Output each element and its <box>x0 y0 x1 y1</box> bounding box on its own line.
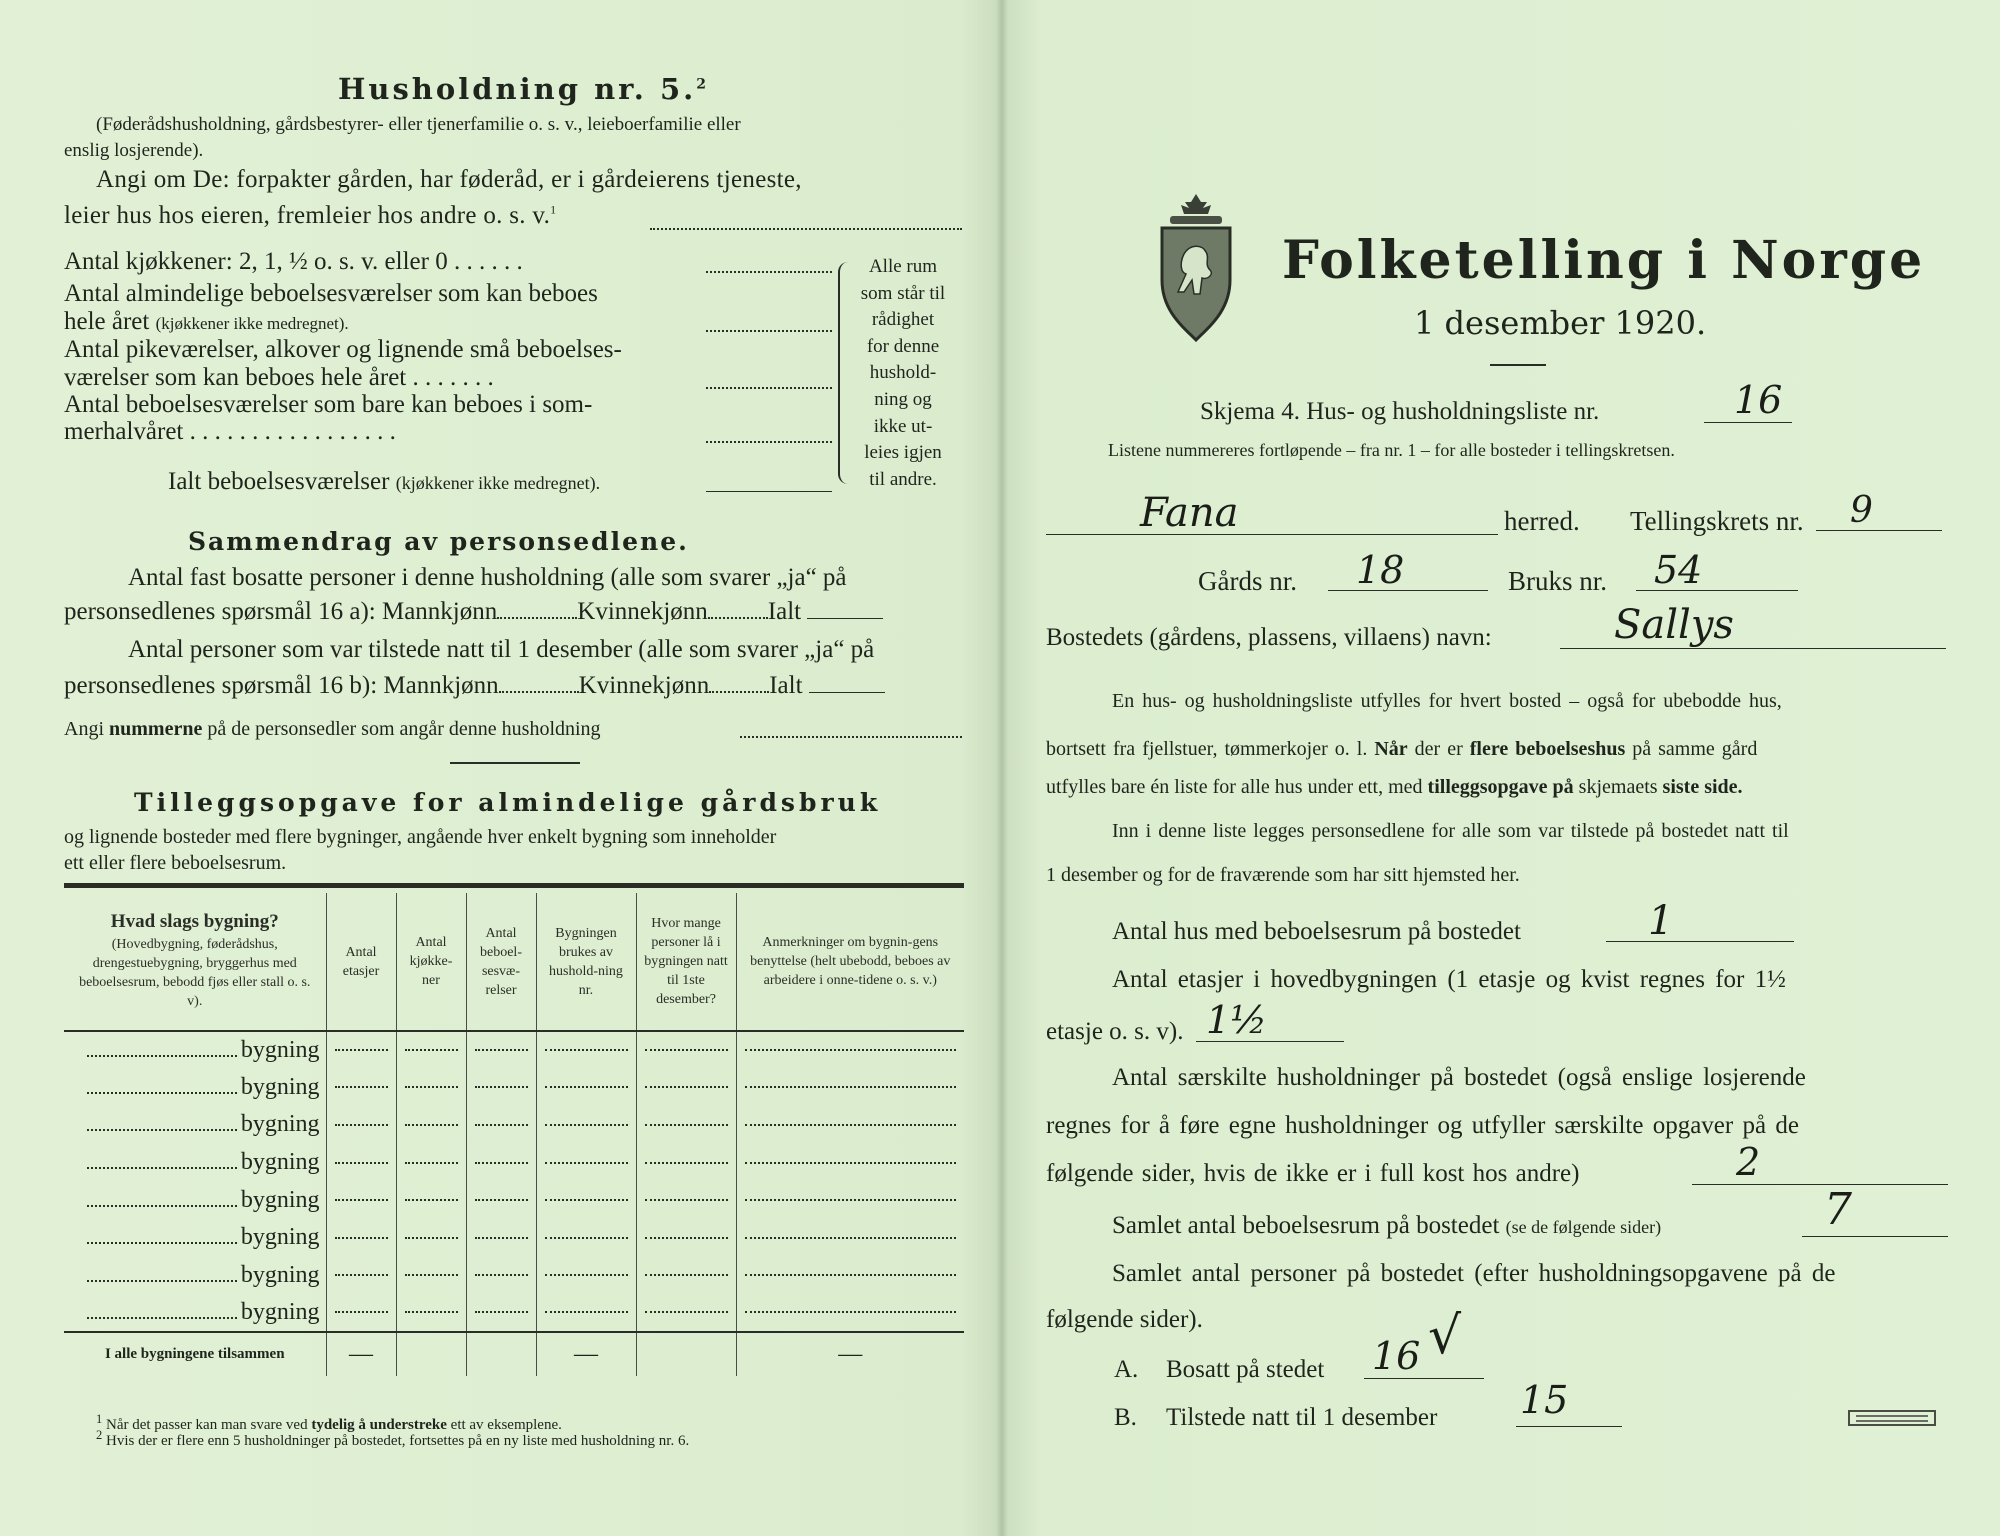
table-cell[interactable] <box>326 1144 396 1182</box>
instruction-5: 1 desember og for de fraværende som har sitt hjemsted her. <box>1046 864 1520 886</box>
table-cell[interactable] <box>736 1031 964 1069</box>
cell-blank[interactable] <box>545 1274 628 1276</box>
cell-blank[interactable] <box>645 1049 728 1051</box>
table-cell[interactable] <box>326 1219 396 1257</box>
table-row <box>64 1069 964 1107</box>
page-fold <box>996 0 1008 1536</box>
table-row <box>64 1106 964 1144</box>
household-title: Husholdning nr. 5.$^2$ <box>338 72 710 106</box>
cell-blank[interactable] <box>745 1274 957 1276</box>
floors-line-1: Antal etasjer i hovedbygningen (1 etasje og kvist regnes for 1½ <box>1112 966 1786 993</box>
side-note-line: til andre. <box>869 468 937 490</box>
side-note <box>848 254 958 493</box>
side-note-line: for denne <box>866 335 940 357</box>
building-type-cell[interactable] <box>64 1219 326 1257</box>
table-top-rule <box>64 883 964 888</box>
schema-line: Skjema 4. Hus- og husholdningsliste nr. <box>1200 398 1600 425</box>
cell-blank[interactable] <box>645 1237 728 1239</box>
cell-blank[interactable] <box>335 1049 388 1051</box>
cell-blank[interactable] <box>475 1162 528 1164</box>
total-dash: — <box>326 1332 396 1376</box>
table-cell[interactable] <box>536 1219 636 1257</box>
building-label: bygning <box>240 1149 320 1176</box>
household-subtitle-2: enslig losjerende). <box>64 140 204 161</box>
total-row <box>64 1332 964 1376</box>
households-value: 2 <box>1736 1140 1761 1184</box>
supplement-line-2: ett eller flere beboelsesrum. <box>64 852 287 874</box>
households-line-3: følgende sider, hvis de ikke er i full kost hos andre) <box>1046 1160 1580 1187</box>
farm-number-value: 18 <box>1356 548 1405 592</box>
side-note-line: Alle rum <box>868 256 938 277</box>
table-cell[interactable] <box>536 1106 636 1144</box>
printer-stamp <box>1848 1410 1936 1426</box>
cell-blank[interactable] <box>475 1199 528 1201</box>
table-row <box>64 1181 964 1219</box>
households-field[interactable] <box>1692 1184 1948 1185</box>
total-cell <box>466 1332 536 1376</box>
farm-number-label: Gårds nr. <box>1198 566 1297 596</box>
cell-blank[interactable] <box>545 1311 628 1313</box>
table-cell[interactable] <box>636 1257 736 1295</box>
table-cell[interactable] <box>396 1219 466 1257</box>
building-label: bygning <box>240 1186 320 1213</box>
building-label: bygning <box>240 1224 320 1251</box>
side-note-line: rådighet <box>871 309 935 331</box>
table-cell[interactable] <box>636 1181 736 1219</box>
small-rooms-label-b: værelser som kan beboes hele året . . . . . . . <box>64 364 494 391</box>
table-cell[interactable] <box>396 1181 466 1219</box>
side-note-line: ning og <box>874 388 932 410</box>
table-cell[interactable] <box>536 1294 636 1332</box>
side-note-line: hushold- <box>869 362 937 384</box>
cell-blank[interactable] <box>335 1237 388 1239</box>
table-row <box>64 1294 964 1332</box>
numbers-field[interactable] <box>740 736 962 738</box>
total-rooms-label: Ialt beboelsesværelser (kjøkkener ikke medregnet). <box>168 468 601 495</box>
cell-blank[interactable] <box>545 1124 628 1126</box>
summer-rooms-field[interactable] <box>706 441 832 443</box>
cell-blank[interactable] <box>645 1199 728 1201</box>
cell-blank[interactable] <box>745 1162 957 1164</box>
table-cell[interactable] <box>466 1294 536 1332</box>
building-type-blank[interactable] <box>87 1205 237 1207</box>
summary-title: Sammendrag av personsedlene. <box>188 527 689 556</box>
table-cell[interactable] <box>636 1144 736 1182</box>
table-cell[interactable] <box>536 1069 636 1107</box>
table-row <box>64 1257 964 1295</box>
col-household: Bygningen brukes av hushold-ning nr. <box>536 893 636 1031</box>
cell-blank[interactable] <box>335 1124 388 1126</box>
instruction-2: bortsett fra fjellstuer, tømmerkojer o. l. Når der er flere beboelseshus på samme gård <box>1046 738 1758 760</box>
district-field[interactable] <box>1816 530 1942 531</box>
cell-blank[interactable] <box>405 1199 458 1201</box>
table-cell[interactable] <box>536 1181 636 1219</box>
table-cell[interactable] <box>396 1144 466 1182</box>
table-cell[interactable] <box>326 1257 396 1295</box>
table-cell[interactable] <box>536 1031 636 1069</box>
building-type-cell[interactable] <box>64 1144 326 1182</box>
cell-blank[interactable] <box>545 1162 628 1164</box>
total-rooms-right-label: Samlet antal beboelsesrum på bostedet (se de følgende sider) <box>1112 1212 1662 1239</box>
col-rooms: Antal beboel-sesvæ-relser <box>466 893 536 1031</box>
cell-blank[interactable] <box>405 1274 458 1276</box>
household-subtitle-1: (Føderådshusholdning, gårdsbestyrer- eller tjenerfamilie o. s. v., leieboerfamilie eller <box>96 114 741 135</box>
numbering-note: Listene nummereres fortløpende – fra nr. 1 – for alle bosteder i tellingskretsen. <box>1108 440 1675 460</box>
building-type-blank[interactable] <box>87 1167 237 1169</box>
building-label: bygning <box>240 1261 320 1288</box>
table-cell[interactable] <box>636 1219 736 1257</box>
cell-blank[interactable] <box>545 1049 628 1051</box>
building-type-cell[interactable] <box>64 1069 326 1107</box>
cell-blank[interactable] <box>405 1237 458 1239</box>
farm-number-field[interactable] <box>1328 590 1488 591</box>
table-cell[interactable] <box>396 1257 466 1295</box>
cell-blank[interactable] <box>335 1086 388 1088</box>
floors-line-2: etasje o. s. v). <box>1046 1018 1184 1045</box>
list-number-field[interactable] <box>1704 422 1792 423</box>
cell-blank[interactable] <box>745 1049 957 1051</box>
building-type-blank[interactable] <box>87 1129 237 1131</box>
cell-blank[interactable] <box>745 1199 957 1201</box>
cell-blank[interactable] <box>745 1311 957 1313</box>
instruction-1: En hus- og husholdningsliste utfylles for hvert bosted – også for ubebodde hus, <box>1112 690 1782 712</box>
divider <box>450 762 580 764</box>
list-number-value: 16 <box>1734 378 1783 422</box>
cell-blank[interactable] <box>545 1086 628 1088</box>
building-type-cell[interactable] <box>64 1031 326 1069</box>
total-rooms-field[interactable] <box>706 491 832 492</box>
cell-blank[interactable] <box>475 1086 528 1088</box>
houses-value: 1 <box>1648 898 1674 944</box>
summary-line-4: personsedlenes spørsmål 16 b): Mannkjønn Kvinnekjønn Ialt <box>64 672 885 700</box>
cell-blank[interactable] <box>475 1237 528 1239</box>
summary-line-1: Antal fast bosatte personer i denne husholdning (alle som svarer „ja“ på <box>128 564 847 591</box>
district-value: 9 <box>1850 490 1873 531</box>
households-line-1: Antal særskilte husholdninger på bostedet (også enslige losjerende <box>1112 1064 1806 1091</box>
building-type-cell[interactable] <box>64 1106 326 1144</box>
place-name-value: Sallys <box>1614 602 1734 648</box>
cell-blank[interactable] <box>475 1124 528 1126</box>
total-rooms-right-value: 7 <box>1824 1184 1852 1235</box>
table-cell[interactable] <box>636 1294 736 1332</box>
building-type-blank[interactable] <box>87 1092 237 1094</box>
cell-blank[interactable] <box>475 1274 528 1276</box>
table-cell[interactable] <box>736 1294 964 1332</box>
table-cell[interactable] <box>466 1144 536 1182</box>
angi-answer-line[interactable] <box>650 228 962 230</box>
present-letter: B. <box>1114 1404 1137 1431</box>
table-cell[interactable] <box>326 1181 396 1219</box>
rooms-field[interactable] <box>706 330 832 332</box>
buildings-table <box>64 893 964 1376</box>
houses-field[interactable] <box>1606 941 1794 942</box>
summer-rooms-label-a: Antal beboelsesværelser som bare kan beboes i som- <box>64 391 593 418</box>
table-cell[interactable] <box>466 1106 536 1144</box>
building-label: bygning <box>240 1111 320 1138</box>
cell-blank[interactable] <box>745 1237 957 1239</box>
instruction-3: utfylles bare én liste for alle hus under ett, med tilleggsopgave på skjemaets siste side. <box>1046 776 1743 798</box>
summary-line-5: Angi nummerne på de personsedler som angår denne husholdning <box>64 718 601 740</box>
cell-blank[interactable] <box>335 1311 388 1313</box>
cell-blank[interactable] <box>545 1237 628 1239</box>
total-label: I alle bygningene tilsammen <box>64 1332 326 1376</box>
total-cell <box>636 1332 736 1376</box>
table-cell[interactable] <box>396 1106 466 1144</box>
persons-line-2: følgende sider). <box>1046 1306 1203 1333</box>
cell-blank[interactable] <box>645 1124 728 1126</box>
table-row <box>64 1144 964 1182</box>
col-remarks: Anmerkninger om bygnin-gens benyttelse (helt ubebodd, beboes av arbeidere i onne-tidene o. s. v.) <box>736 893 964 1031</box>
building-type-blank[interactable] <box>87 1280 237 1282</box>
rooms-label-a: Antal almindelige beboelsesværelser som kan beboes <box>64 280 598 307</box>
building-type-blank[interactable] <box>87 1242 237 1244</box>
table-cell[interactable] <box>636 1069 736 1107</box>
total-cell <box>396 1332 466 1376</box>
place-name-label: Bostedets (gårdens, plassens, villaens) navn: <box>1046 624 1492 651</box>
col-persons: Hvor mange personer lå i bygningen natt til 1ste desember? <box>636 893 736 1031</box>
col-floors: Antal etasjer <box>326 893 396 1031</box>
table-cell[interactable] <box>736 1106 964 1144</box>
kitchens-label: Antal kjøkkener: 2, 1, ½ o. s. v. eller 0 . . . . . . <box>64 248 523 275</box>
resident-letter: A. <box>1114 1356 1139 1383</box>
floors-value: 1½ <box>1206 998 1268 1042</box>
cell-blank[interactable] <box>405 1311 458 1313</box>
resident-value: 16 <box>1372 1334 1421 1378</box>
table-cell[interactable] <box>326 1294 396 1332</box>
building-type-cell[interactable] <box>64 1257 326 1295</box>
instruction-4: Inn i denne liste legges personsedlene for alle som var tilstede på bostedet natt til <box>1112 820 1789 842</box>
table-cell[interactable] <box>326 1069 396 1107</box>
place-name-field[interactable] <box>1560 648 1946 649</box>
supplement-line-1: og lignende bosteder med flere bygninger, angående hver enkelt bygning som inneholder <box>64 826 777 848</box>
present-field[interactable] <box>1516 1426 1622 1427</box>
district-label: Tellingskrets nr. <box>1630 506 1804 536</box>
cell-blank[interactable] <box>475 1311 528 1313</box>
present-label: Tilstede natt til 1 desember <box>1166 1404 1438 1431</box>
side-note-line: leies igjen <box>864 442 942 464</box>
cell-blank[interactable] <box>645 1162 728 1164</box>
summary-line-2: personsedlenes spørsmål 16 a): Mannkjønn Kvinnekjønn Ialt <box>64 598 883 626</box>
col-building-type: Hvad slags bygning? (Hovedbygning, føderådshus, drengestuebygning, bryggerhus med beboelsesrum, bebodd fjøs eller stall o. s. v). <box>64 893 326 1031</box>
building-label: bygning <box>240 1298 320 1325</box>
table-cell[interactable] <box>396 1069 466 1107</box>
persons-line-1: Samlet antal personer på bostedet (efter husholdningsopgavene på de <box>1112 1260 1836 1287</box>
cell-blank[interactable] <box>645 1311 728 1313</box>
cell-blank[interactable] <box>645 1086 728 1088</box>
cell-blank[interactable] <box>335 1162 388 1164</box>
col-kitchens: Antal kjøkke-ner <box>396 893 466 1031</box>
resident-field[interactable] <box>1364 1378 1484 1379</box>
cell-blank[interactable] <box>475 1049 528 1051</box>
building-type-cell[interactable] <box>64 1294 326 1332</box>
use-number-label: Bruks nr. <box>1508 566 1608 596</box>
title-rule <box>1490 364 1546 366</box>
table-cell[interactable] <box>736 1144 964 1182</box>
herred-field[interactable] <box>1046 534 1498 535</box>
table-cell[interactable] <box>396 1294 466 1332</box>
total-dash: — <box>536 1332 636 1376</box>
table-cell[interactable] <box>466 1181 536 1219</box>
table-cell[interactable] <box>536 1257 636 1295</box>
herred-label: herred. <box>1504 506 1580 536</box>
cell-blank[interactable] <box>335 1274 388 1276</box>
table-cell[interactable] <box>326 1106 396 1144</box>
side-note-line: ikke ut- <box>873 415 933 437</box>
summer-rooms-label-b: merhalvåret . . . . . . . . . . . . . . . . . <box>64 418 396 445</box>
table-cell[interactable] <box>466 1257 536 1295</box>
building-label: bygning <box>240 1073 320 1100</box>
cell-blank[interactable] <box>745 1124 957 1126</box>
present-value: 15 <box>1520 1378 1569 1422</box>
small-rooms-label-a: Antal pikeværelser, alkover og lignende små beboelses- <box>64 336 622 363</box>
table-cell[interactable] <box>736 1069 964 1107</box>
houses-label: Antal hus med beboelsesrum på bostedet <box>1112 918 1521 945</box>
cell-blank[interactable] <box>645 1274 728 1276</box>
cell-blank[interactable] <box>405 1086 458 1088</box>
cell-blank[interactable] <box>405 1124 458 1126</box>
building-type-blank[interactable] <box>87 1055 237 1057</box>
census-title: Folketelling i Norge <box>1282 230 1926 291</box>
side-note-line: som står til <box>860 282 946 304</box>
footnote-1: $^1$ Når det passer kan man svare ved tydelig å understreke ett av eksemplene. <box>96 1412 562 1433</box>
table-row <box>64 1219 964 1257</box>
table-cell[interactable] <box>326 1031 396 1069</box>
table-cell[interactable] <box>396 1031 466 1069</box>
check-mark: √ <box>1428 1306 1462 1366</box>
resident-label: Bosatt på stedet <box>1166 1356 1325 1383</box>
building-label: bygning <box>240 1036 320 1063</box>
supplement-title: Tilleggsopgave for almindelige gårdsbruk <box>134 788 882 817</box>
cell-blank[interactable] <box>405 1049 458 1051</box>
total-dash: — <box>736 1332 964 1376</box>
table-cell[interactable] <box>466 1219 536 1257</box>
table-cell[interactable] <box>636 1031 736 1069</box>
angi-line-2: leier hus hos eieren, fremleier hos andre o. s. v.$^1$ <box>64 202 557 229</box>
kitchens-field[interactable] <box>706 271 832 273</box>
table-cell[interactable] <box>736 1219 964 1257</box>
table-cell[interactable] <box>736 1181 964 1219</box>
building-type-cell[interactable] <box>64 1181 326 1219</box>
small-rooms-field[interactable] <box>706 387 832 389</box>
table-cell[interactable] <box>536 1144 636 1182</box>
total-rooms-right-field[interactable] <box>1802 1236 1948 1237</box>
census-date: 1 desember 1920. <box>1414 304 1707 342</box>
rooms-label-b: hele året (kjøkkener ikke medregnet). <box>64 308 349 335</box>
cell-blank[interactable] <box>335 1199 388 1201</box>
cell-blank[interactable] <box>545 1199 628 1201</box>
table-row <box>64 1031 964 1069</box>
herred-value: Fana <box>1140 490 1239 536</box>
angi-line-1: Angi om De: forpakter gården, har føderåd, er i gårdeierens tjeneste, <box>96 166 802 193</box>
footnote-2: $^2$ Hvis der er flere enn 5 husholdninger på bostedet, fortsettes på en ny liste med husholdning nr. 6. <box>96 1428 690 1449</box>
table-cell[interactable] <box>636 1106 736 1144</box>
cell-blank[interactable] <box>405 1162 458 1164</box>
table-cell[interactable] <box>736 1257 964 1295</box>
building-type-blank[interactable] <box>87 1317 237 1319</box>
norway-coat-of-arms-icon <box>1156 192 1236 344</box>
households-line-2: regnes for å føre egne husholdninger og utfyller særskilte opgaver på de <box>1046 1112 1799 1139</box>
use-number-value: 54 <box>1654 548 1703 592</box>
table-cell[interactable] <box>466 1069 536 1107</box>
summary-line-3: Antal personer som var tilstede natt til 1 desember (alle som svarer „ja“ på <box>128 636 875 663</box>
cell-blank[interactable] <box>745 1086 957 1088</box>
table-cell[interactable] <box>466 1031 536 1069</box>
